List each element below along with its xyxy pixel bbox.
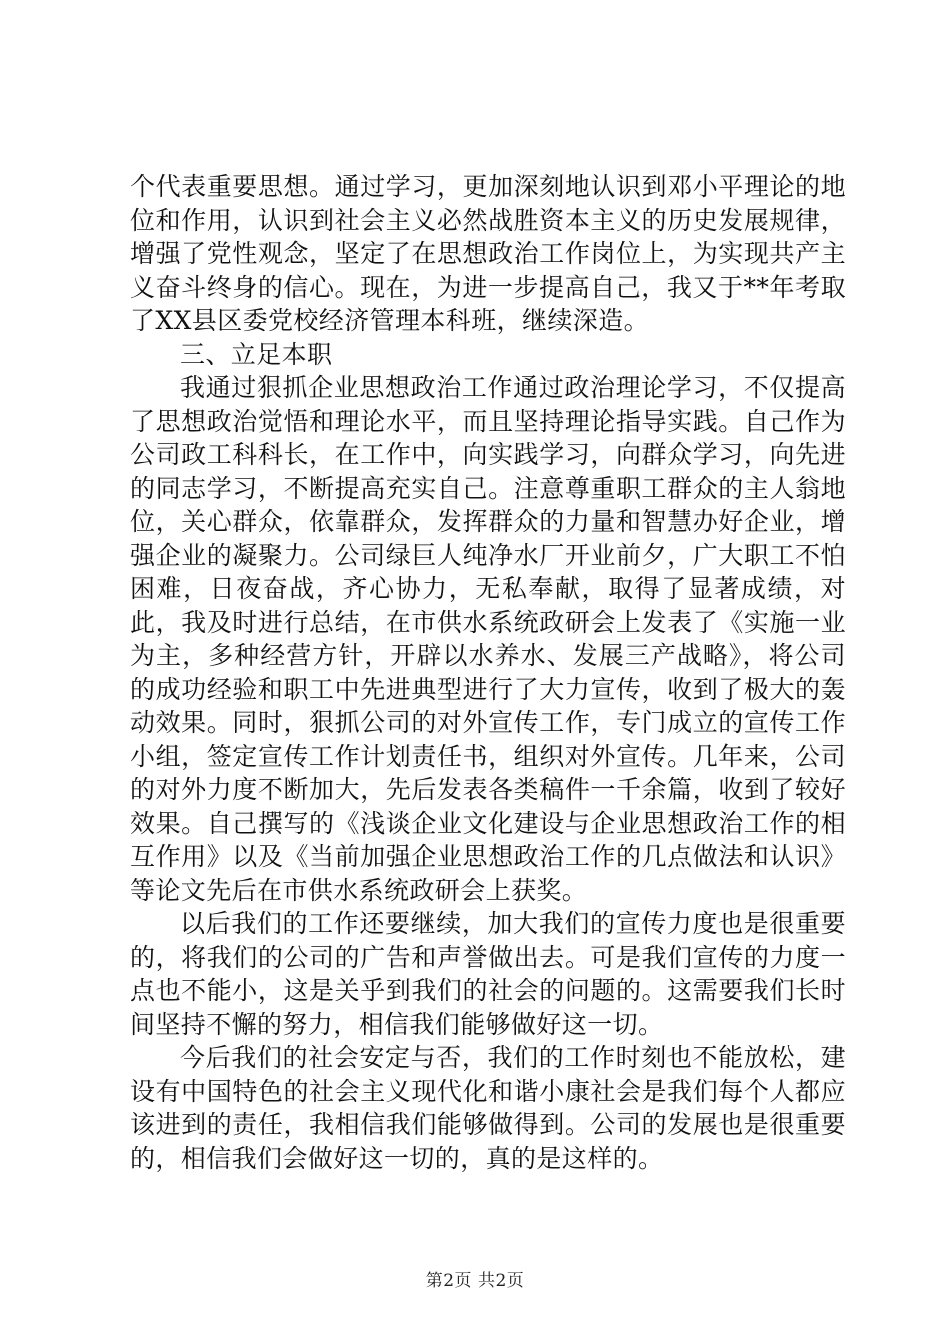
section-heading-3: 三、立足本职: [180, 339, 333, 369]
body-paragraph-4: 今后我们的社会安定与否，我们的工作时刻也不能放松，建设有中国特色的社会主义现代化和谐小康社会是我们每个人都应该进到的责任，我相信我们能够做得到。公司的发展也是很重要的，相信我们会做好这一切的，真的是这样的。: [130, 1043, 846, 1173]
body-paragraph-3: 以后我们的工作还要继续，加大我们的宣传力度也是很重要的，将我们的公司的广告和声誉做出去。可是我们宣传的力度一点也不能小，这是关乎到我们的社会的问题的。这需要我们长时间坚持不懈的努力，相信我们能够做好这一切。: [130, 909, 846, 1039]
page-footer: [0, 1270, 950, 1292]
body-paragraph-2: 我通过狠抓企业思想政治工作通过政治理论学习，不仅提高了思想政治觉悟和理论水平，而且坚持理论指导实践。自己作为公司政工科科长，在工作中，向实践学习，向群众学习，向先进的同志学习，不断提高充实自己。注意尊重职工群众的主人翁地位，关心群众，依靠群众，发挥群众的力量和智慧办好企业，增强企业的凝聚力。公司绿巨人纯净水厂开业前夕，广大职工不怕困难，日夜奋战，齐心协力，无私奉献，取得了显著成绩，对此，我及时进行总结，在市供水系统政研会上发表了《实施一业为主，多种经营方针，开辟以水养水、发展三产战略》，将公司的成功经验和职工中先进典型进行了大力宣传，收到了极大的轰动效果。同时，狠抓公司的对外宣传工作，专门成立的宣传工作小组，签定宣传工作计划责任书，组织对外宣传。几年来，公司的对外力度不断加大，先后发表各类稿件一千余篇，收到了较好效果。自己撰写的《浅谈企业文化建设与企业思想政治工作的相互作用》以及《当前加强企业思想政治工作的几点做法和认识》等论文先后在市供水系统政研会上获奖。: [130, 373, 846, 905]
page-number-label: 第2页 共2页: [425, 1271, 525, 1291]
body-paragraph-1: 个代表重要思想。通过学习，更加深刻地认识到邓小平理论的地位和作用，认识到社会主义必然战胜资本主义的历史发展规律，增强了党性观念，坚定了在思想政治工作岗位上，为实现共产主义奋斗终身的信心。现在，为进一步提高自己，我又于**年考取了XX县区委党校经济管理本科班，继续深造。: [130, 172, 846, 335]
document-body: [130, 170, 846, 1175]
